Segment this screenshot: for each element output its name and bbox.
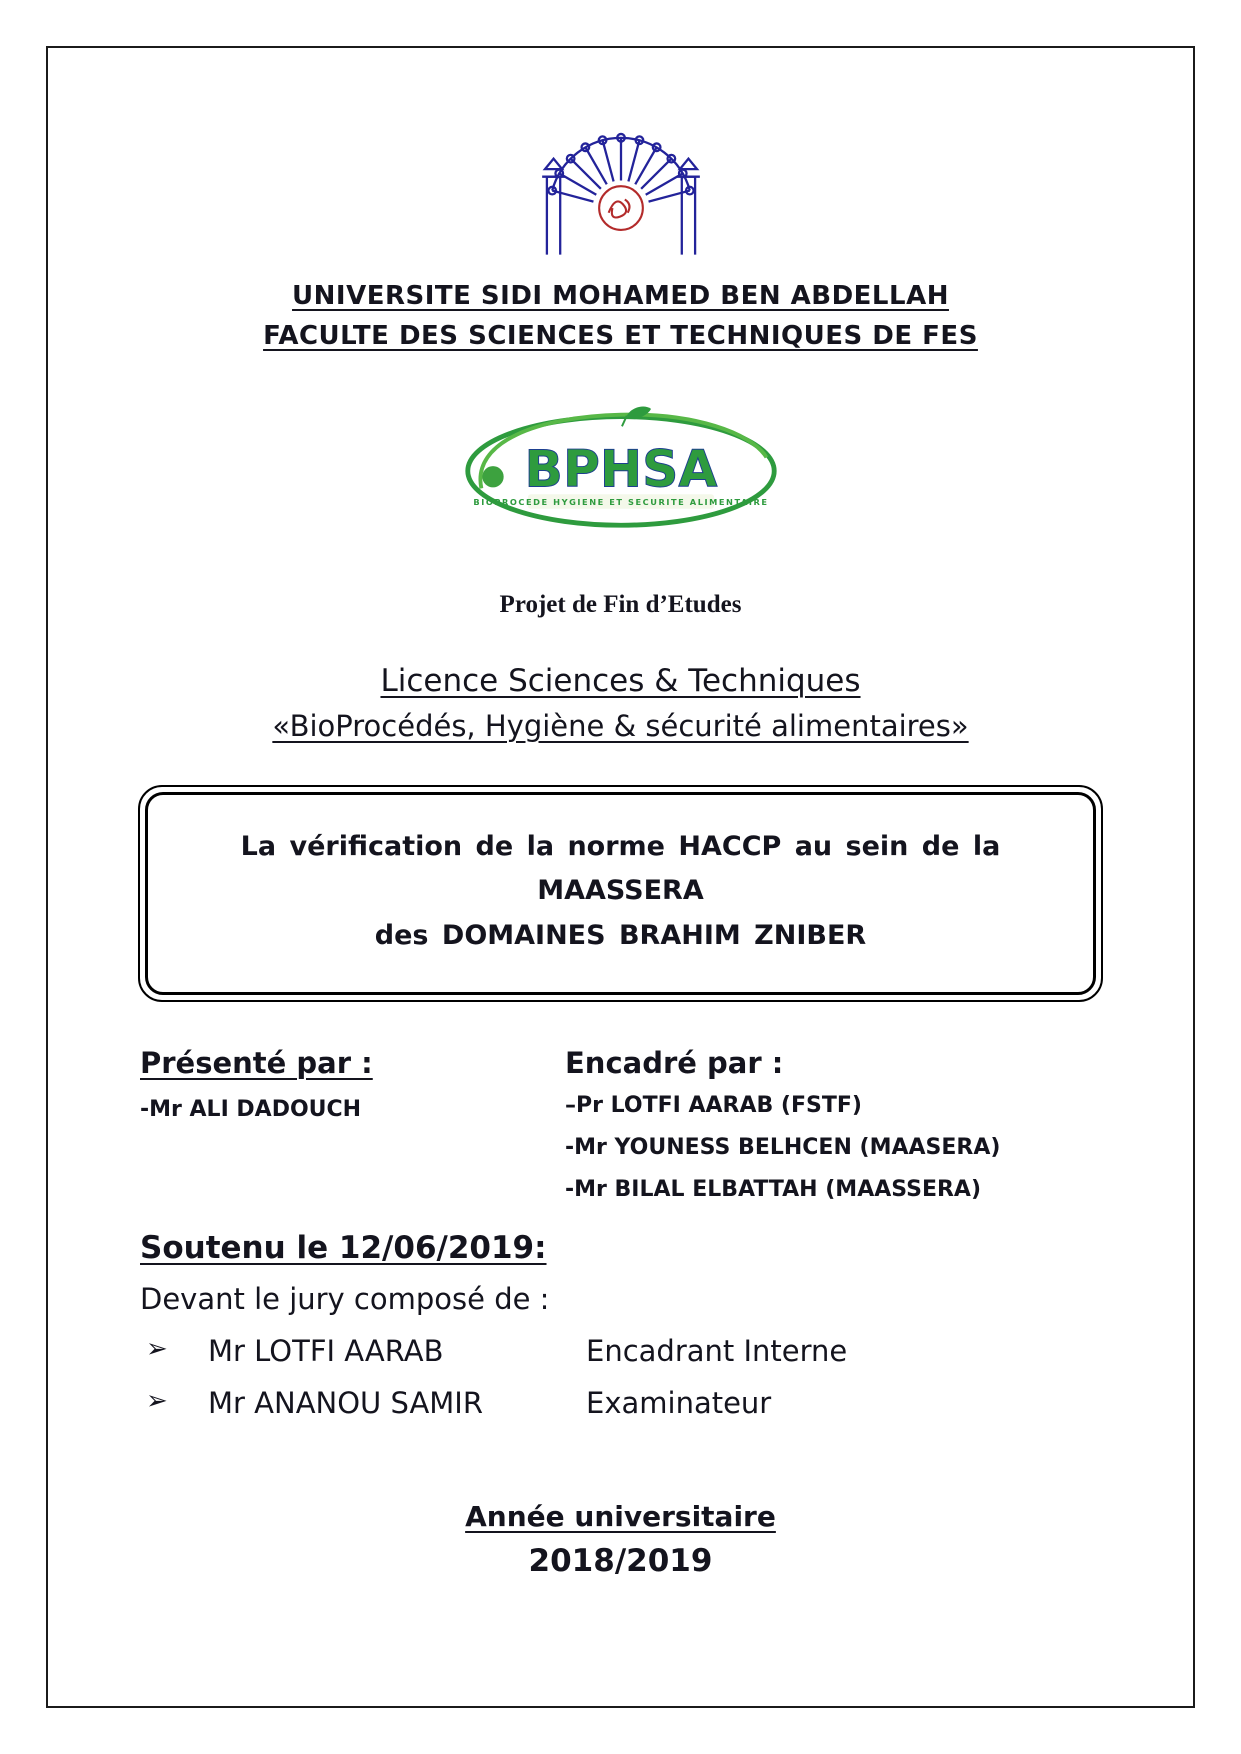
faculty-name: FACULTE DES SCIENCES ET TECHNIQUES DE FES bbox=[263, 321, 978, 352]
degree-line: Licence Sciences & Techniques bbox=[380, 662, 861, 699]
bphsa-logo bbox=[456, 405, 786, 533]
title-box bbox=[138, 785, 1103, 1003]
title-box-inner bbox=[145, 792, 1096, 996]
supervised-by-column bbox=[565, 1046, 1000, 1206]
page-border-frame bbox=[46, 46, 1195, 1708]
presented-by-column bbox=[140, 1046, 565, 1206]
arrow-bullet-icon: ➢ bbox=[146, 1385, 168, 1416]
university-logo bbox=[526, 114, 716, 266]
supervisor-name: –Pr LOTFI AARAB (FSTF) bbox=[565, 1093, 862, 1119]
bphsa-logo-icon bbox=[456, 405, 786, 533]
bphsa-subtitle: BIOPROCEDE HYGIENE ET SECURITE ALIMENTAIRE bbox=[472, 496, 769, 507]
supervisor-name: -Mr BILAL ELBATTAH (MAASSERA) bbox=[565, 1177, 982, 1203]
jury-row bbox=[146, 1386, 1193, 1420]
presented-by-label: Présenté par : bbox=[140, 1046, 373, 1081]
jury-intro: Devant le jury composé de : bbox=[140, 1281, 550, 1316]
document-type: Projet de Fin d’Etudes bbox=[499, 590, 742, 618]
academic-year-footer bbox=[48, 1500, 1193, 1579]
university-name: UNIVERSITE SIDI MOHAMED BEN ABDELLAH bbox=[292, 281, 949, 311]
thesis-title-line1: La vérification de la norme HACCP au sein de la MAASSERA bbox=[240, 830, 1001, 907]
people-section bbox=[140, 1046, 1193, 1206]
jury-member-name: Mr LOTFI AARAB bbox=[208, 1333, 444, 1368]
arrow-bullet-icon: ➢ bbox=[146, 1333, 168, 1364]
jury-member-role: Encadrant Interne bbox=[586, 1333, 848, 1368]
supervised-by-label: Encadré par : bbox=[565, 1046, 784, 1081]
thesis-title-line2: des DOMAINES BRAHIM ZNIBER bbox=[374, 919, 867, 951]
university-emblem-icon bbox=[526, 114, 716, 266]
jury-member-role: Examinateur bbox=[586, 1385, 772, 1420]
specialty-line: «BioProcédés, Hygiène & sécurité alimentaires» bbox=[272, 708, 969, 743]
supervisor-name: -Mr YOUNESS BELHCEN (MAASERA) bbox=[565, 1135, 1001, 1161]
academic-year-value: 2018/2019 bbox=[528, 1542, 713, 1579]
academic-year-label: Année universitaire bbox=[465, 1499, 776, 1533]
defense-date: Soutenu le 12/06/2019: bbox=[140, 1229, 547, 1266]
jury-row bbox=[146, 1334, 1193, 1368]
jury-member-name: Mr ANANOU SAMIR bbox=[208, 1385, 484, 1420]
presented-by-name: -Mr ALI DADOUCH bbox=[140, 1097, 362, 1123]
bphsa-acronym: BPHSA bbox=[524, 439, 717, 499]
